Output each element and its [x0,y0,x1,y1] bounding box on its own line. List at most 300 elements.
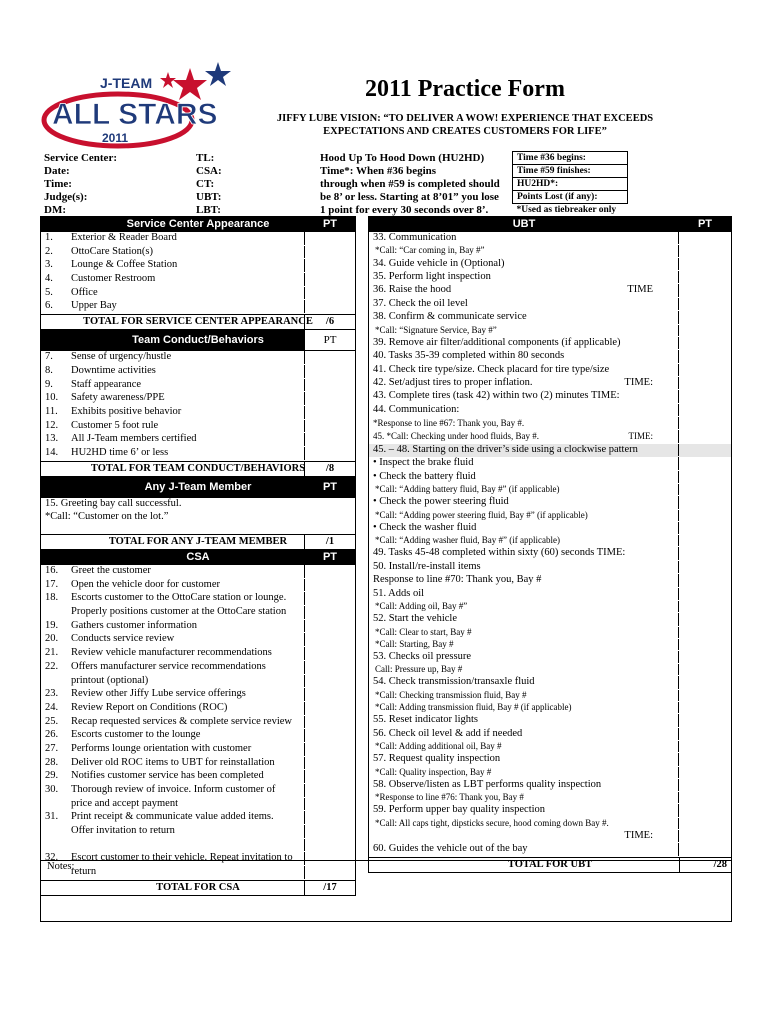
list-item [369,390,731,403]
score-cell[interactable] [678,522,731,534]
score-cell[interactable] [304,259,355,272]
list-item [41,633,355,647]
item-text: Thorough review of invoice. Inform customer of [71,784,276,795]
sca-total-score[interactable]: /6 [304,315,355,329]
lbt-label: LBT: [196,203,221,216]
list-item [41,259,355,273]
score-cell[interactable] [678,298,731,310]
item-number: 18. [45,592,59,604]
score-cell[interactable] [304,770,355,783]
score-cell[interactable] [678,284,731,296]
item-number: 10. [45,392,59,404]
item-text: Exterior & Reader Board [71,232,177,243]
list-item [369,471,731,484]
score-cell[interactable] [678,714,731,726]
item-number: 5. [45,286,53,298]
list-item [369,728,731,741]
line-text: • Inspect the brake fluid [373,457,474,469]
list-item [369,535,731,547]
score-cell[interactable] [304,392,355,405]
score-cell[interactable] [304,798,355,811]
list-item [369,522,731,535]
score-cell[interactable] [678,390,731,402]
line-text: 57. Request quality inspection [373,753,501,765]
score-cell[interactable] [678,311,731,323]
list-item [41,447,355,461]
hood-line-5: 1 point for every 30 seconds over 8’. [320,203,489,216]
item-number: 21. [45,647,59,659]
line-text: *Call: Quality inspection, Bay # [375,766,492,777]
score-cell[interactable] [678,417,731,429]
time-label: Time: [44,177,72,190]
score-cell[interactable] [678,779,731,791]
list-item [369,325,731,337]
list-item [41,433,355,447]
list-item [369,714,731,727]
vision-statement: JIFFY LUBE VISION: “TO DELIVER A WOW! EXPERIENCE THAT EXCEEDS EXPECTATIONS AND CREATES CUSTOMERS FOR LIFE” [276,113,654,137]
item-text: Escorts customer to the lounge [71,729,201,741]
score-cell[interactable] [678,651,731,663]
tiebreaker-note: *Used as tiebreaker only [516,205,617,215]
score-cell[interactable] [678,601,731,612]
item-number: 31. [45,811,59,823]
dm-label: DM: [44,203,66,216]
line-text: 54. Check transmission/transaxle fluid [373,676,535,688]
score-cell[interactable] [678,613,731,625]
line-text: 55. Reset indicator lights [373,714,478,726]
list-item [369,690,731,702]
line-text: 49. Tasks 45-48 completed within sixty (60) seconds TIME: [373,547,626,559]
item-text: HU2HD time 6’ or less [71,446,169,458]
line-text: *Call: “Adding washer fluid, Bay #” (if applicable) [375,535,560,546]
list-item [41,688,355,702]
line-text: *Call: “Signature Service, Bay #” [375,324,497,335]
list-item [41,246,355,260]
any-jteam-header [41,477,355,498]
item-text: Safety awareness/PPE [71,392,165,404]
line-text: *Response to line #76: Thank you, Bay # [375,792,524,803]
line-text: *Call: “Adding battery fluid, Bay #” (if applicable) [375,484,560,495]
score-cell[interactable] [678,690,731,701]
line-text: Call: Pressure up, Bay # [375,664,463,675]
info-table [40,151,722,216]
csa-label: CSA: [196,164,222,177]
list-item [369,664,731,676]
list-item [369,613,731,626]
csa-total-label: TOTAL FOR CSA [156,881,240,893]
score-cell[interactable] [678,830,731,842]
ubt-header-label: UBT [512,218,536,230]
list-item [369,792,731,804]
item-number: 22. [45,660,59,672]
list-item [369,561,731,574]
score-cell[interactable] [304,633,355,646]
list-item [41,743,355,757]
score-cell[interactable] [678,232,731,244]
item-number: 29. [45,770,59,782]
time-label: TIME: [628,431,653,442]
score-cell[interactable] [678,792,731,803]
item-number: 26. [45,729,59,741]
item-text: Downtime activities [71,364,156,376]
item-text: Conducts service review [71,633,175,645]
list-item [41,300,355,314]
score-cell[interactable] [304,232,355,245]
hood-line-2: Time*: When #36 begins [320,164,437,177]
list-item [369,350,731,363]
score-cell[interactable] [304,351,355,364]
score-cell[interactable] [678,728,731,740]
list-item [369,417,731,430]
score-cell[interactable] [304,647,355,660]
list-item [41,811,355,825]
list-item [41,798,355,812]
score-cell[interactable] [304,757,355,770]
item-text: Customer 5 foot rule [71,419,159,431]
score-cell[interactable] [678,818,731,829]
score-cell[interactable] [678,843,731,855]
item-text: Lounge & Coffee Station [71,259,178,271]
list-item [41,702,355,716]
list-item [369,404,731,417]
hu2hd-label: HU2HD*: [513,178,628,191]
item-text: Review Report on Conditions (ROC) [71,701,228,713]
line-text: • Check the battery fluid [373,470,476,482]
line-text: *Response to line #67: Thank you, Bay #. [373,418,525,429]
aj-total-score[interactable]: /1 [304,535,355,549]
list-item [41,351,355,365]
list-item [41,579,355,593]
list-item [41,592,355,606]
team-conduct-header-label: Team Conduct/Behaviors [132,334,264,347]
csa-header-label: CSA [186,551,210,563]
score-cell[interactable] [304,365,355,378]
item-text: return [71,866,97,878]
score-cell[interactable] [304,592,355,605]
item-number: 32. [45,852,59,864]
spacer [41,525,355,534]
score-cell[interactable] [304,675,355,688]
score-cell[interactable] [678,561,731,573]
list-item [369,430,731,443]
score-cell[interactable] [304,579,355,592]
jteam-allstars-logo [40,58,250,150]
item-text: Gathers customer information [71,619,197,631]
score-cell[interactable] [304,661,355,674]
line-text: *Call: “Car coming in, Bay #” [375,245,485,256]
list-item [41,606,355,620]
line-text: 40. Tasks 35-39 completed within 80 seconds [373,350,565,362]
item-number: 7. [45,351,53,363]
item-number: 4. [45,273,53,285]
list-item [41,729,355,743]
score-cell[interactable] [304,688,355,701]
score-cell[interactable] [304,287,355,300]
score-cell[interactable] [304,716,355,729]
ubt-total-score[interactable]: /28 [679,858,731,872]
list-item [369,601,731,613]
tl-label: TL: [196,151,215,164]
item-text: Performs lounge orientation with customer [71,742,252,754]
score-cell[interactable] [304,784,355,797]
team-conduct-header-pt: PT [304,330,355,350]
item-number: 30. [45,784,59,795]
item-text: OttoCare Station(s) [71,245,153,257]
list-item [41,716,355,730]
score-cell[interactable] [678,404,731,416]
item-number: 14. [45,446,59,458]
item-number: 20. [45,633,59,645]
list-item [369,830,731,843]
list-item [369,753,731,766]
score-cell[interactable] [678,702,731,713]
list-item [41,839,355,853]
score-cell[interactable] [678,767,731,778]
line-text: 41. Check tire type/size. Check placard for tire type/size [373,363,610,375]
list-item [369,258,731,271]
line-text: 52. Start the vehicle [373,613,457,625]
score-cell[interactable] [678,377,731,389]
list-item [369,377,731,390]
service-center-appearance-header-pt: PT [304,217,355,231]
ct-label: CT: [196,177,215,190]
time36-label: Time #36 begins: [513,152,628,165]
list-item [369,588,731,601]
score-cell[interactable] [678,258,731,270]
item-text: Staff appearance [71,378,142,390]
item-text: All J-Team members certified [71,433,197,445]
score-cell[interactable] [678,430,731,442]
score-cell[interactable] [304,729,355,742]
score-cell[interactable] [678,804,731,816]
line-text: *Call: Starting, Bay # [375,638,454,649]
score-cell[interactable] [304,300,355,313]
judges-label: Judge(s): [44,190,88,203]
item-number: 17. [45,578,59,590]
score-cell[interactable] [678,471,731,483]
score-cell[interactable] [678,535,731,546]
ubt-scoring-column [368,216,732,873]
list-item [41,273,355,287]
list-item [41,365,355,379]
list-item [41,620,355,634]
aj-total [41,534,355,550]
score-cell[interactable] [678,547,731,559]
list-item [369,741,731,753]
score-cell[interactable] [678,350,731,362]
item-text: Open the vehicle door for customer [71,578,220,590]
list-item: 15. Greeting bay call successful. [45,497,182,509]
csa-header [41,550,355,565]
score-cell[interactable] [678,364,731,376]
item-number: 13. [45,433,59,445]
score-cell[interactable] [304,433,355,446]
csa-total-score[interactable]: /17 [304,881,355,895]
sca-total [41,314,355,330]
score-cell[interactable] [304,379,355,392]
hood-line-4: be 8’ or less. Starting at 8’01” you lose [320,190,499,203]
ubt-total-label: TOTAL FOR UBT [507,858,593,870]
score-cell[interactable] [678,753,731,765]
item-text: Recap requested services & complete service review [71,715,292,727]
line-text: 60. Guides the vehicle out of the bay [373,843,528,855]
line-text: *Call: Checking transmission fluid, Bay # [375,689,527,700]
score-cell[interactable] [678,457,731,469]
list-item [41,232,355,246]
item-text: Deliver old ROC items to UBT for reinstallation [71,756,275,768]
tc-total [41,461,355,477]
score-cell[interactable] [304,702,355,715]
list-item [369,444,731,457]
list-item [41,770,355,784]
svg-text:J-TEAM: J-TEAM [100,75,153,91]
line-text: 59. Perform upper bay quality inspection [373,804,546,816]
item-text: Review other Jiffy Lube service offerings [71,688,246,700]
line-text: *Call: “Adding power steering fluid, Bay #” (if applicable) [375,509,588,520]
list-item: *Call: “Customer on the lot.” [45,511,169,523]
list-item [369,457,731,470]
any-jteam-header-pt: PT [304,477,355,497]
line-text: 38. Confirm & communicate service [373,311,527,323]
list-item [41,392,355,406]
item-number: 1. [45,232,53,243]
line-text: 37. Check the oil level [373,297,468,309]
score-cell[interactable] [678,664,731,675]
list-item [41,661,355,675]
score-cell[interactable] [678,676,731,688]
item-number: 25. [45,715,59,727]
score-cell[interactable] [678,271,731,283]
item-text: Properly positions customer at the OttoCare station [71,606,287,618]
list-item [369,311,731,324]
list-item [41,420,355,434]
csa-header-pt: PT [304,550,355,564]
line-text: 58. Observe/listen as LBT performs quality inspection [373,778,602,790]
list-item [369,547,731,560]
score-cell[interactable] [304,420,355,433]
score-cell[interactable] [678,741,731,752]
svg-text:2011: 2011 [102,131,129,145]
list-item [41,757,355,771]
hood-line-3: through when #59 is completed should [320,177,500,190]
time-label: TIME [627,284,653,296]
score-cell[interactable] [304,406,355,419]
time-label: TIME: [624,376,653,388]
item-number: 9. [45,378,53,390]
line-text: 44. Communication: [373,403,460,415]
notes-box[interactable] [40,860,732,922]
score-cell[interactable] [304,246,355,259]
score-cell[interactable] [304,565,355,578]
list-item [369,510,731,522]
item-text: Offer invitation to return [71,825,175,837]
item-number: 16. [45,565,59,576]
item-text: price and accept payment [71,797,178,809]
list-item [369,767,731,779]
hood-line-1: Hood Up To Hood Down (HU2HD) [320,151,485,164]
score-cell[interactable] [304,825,355,838]
list-item [369,843,731,856]
score-cell[interactable] [678,325,731,336]
score-cell[interactable] [678,510,731,521]
ubt-label: UBT: [196,190,222,203]
line-text: 45. – 48. Starting on the driver’s side using a clockwise pattern [373,443,638,455]
item-number: 23. [45,688,59,700]
line-text: 50. Install/re-install items [373,560,481,572]
notes-label: Notes: [47,861,75,872]
item-number: 19. [45,619,59,631]
score-cell[interactable] [304,273,355,286]
item-text: Notifies customer service has been completed [71,770,264,782]
sca-total-label: TOTAL FOR SERVICE CENTER APPEARANCE [83,316,313,328]
score-cell[interactable] [678,588,731,600]
page-title: 2011 Practice Form [365,76,565,102]
list-item [41,379,355,393]
time59-label: Time #59 finishes: [513,165,628,178]
score-cell[interactable] [304,447,355,460]
score-cell[interactable] [678,574,731,586]
list-item [369,779,731,792]
list-item [369,364,731,377]
list-item [369,651,731,664]
left-scoring-column [40,216,356,896]
list-item [41,675,355,689]
score-cell[interactable] [678,444,731,456]
score-cell[interactable] [678,627,731,638]
tc-total-label: TOTAL FOR TEAM CONDUCT/BEHAVIORS [90,462,306,474]
line-text: Response to line #70: Thank you, Bay # [373,574,542,586]
item-text: Exhibits positive behavior [71,405,182,417]
line-text: 56. Check oil level & add if needed [373,727,523,739]
list-item [369,496,731,509]
line-text: *Call: Adding oil, Bay #” [375,600,468,611]
score-cell[interactable] [304,811,355,824]
item-number: 6. [45,300,53,312]
ubt-header-pt: PT [678,217,731,231]
list-item [41,406,355,420]
list-item [41,825,355,839]
score-cell[interactable] [304,606,355,619]
ubt-header [369,217,731,232]
item-text: Escort customer to their vehicle. Repeat invitation to [71,852,293,864]
line-text: 34. Guide vehicle in (Optional) [373,257,505,269]
item-text: Sense of urgency/hustle [71,351,172,363]
item-text: Office [71,286,98,298]
item-number: 27. [45,742,59,754]
list-item [369,232,731,245]
score-cell[interactable] [304,743,355,756]
item-text: Print receipt & communicate value added items. [71,811,274,823]
any-jteam-header-label: Any J-Team Member [144,480,252,493]
score-cell[interactable] [678,639,731,650]
list-item [369,804,731,817]
item-number: 11. [45,405,58,417]
score-cell[interactable] [678,245,731,256]
score-cell[interactable] [304,839,355,852]
list-item [369,627,731,639]
score-cell[interactable] [678,337,731,349]
tc-total-score[interactable]: /8 [304,462,355,476]
points-lost-label: Points Lost (if any): [513,191,628,204]
list-item [41,784,355,798]
list-item [369,284,731,297]
list-item [369,484,731,496]
score-cell[interactable] [678,496,731,508]
score-cell[interactable] [304,620,355,633]
score-cell[interactable] [678,484,731,495]
list-item [369,574,731,587]
service-center-appearance-header-label: Service Center Appearance [126,218,270,230]
